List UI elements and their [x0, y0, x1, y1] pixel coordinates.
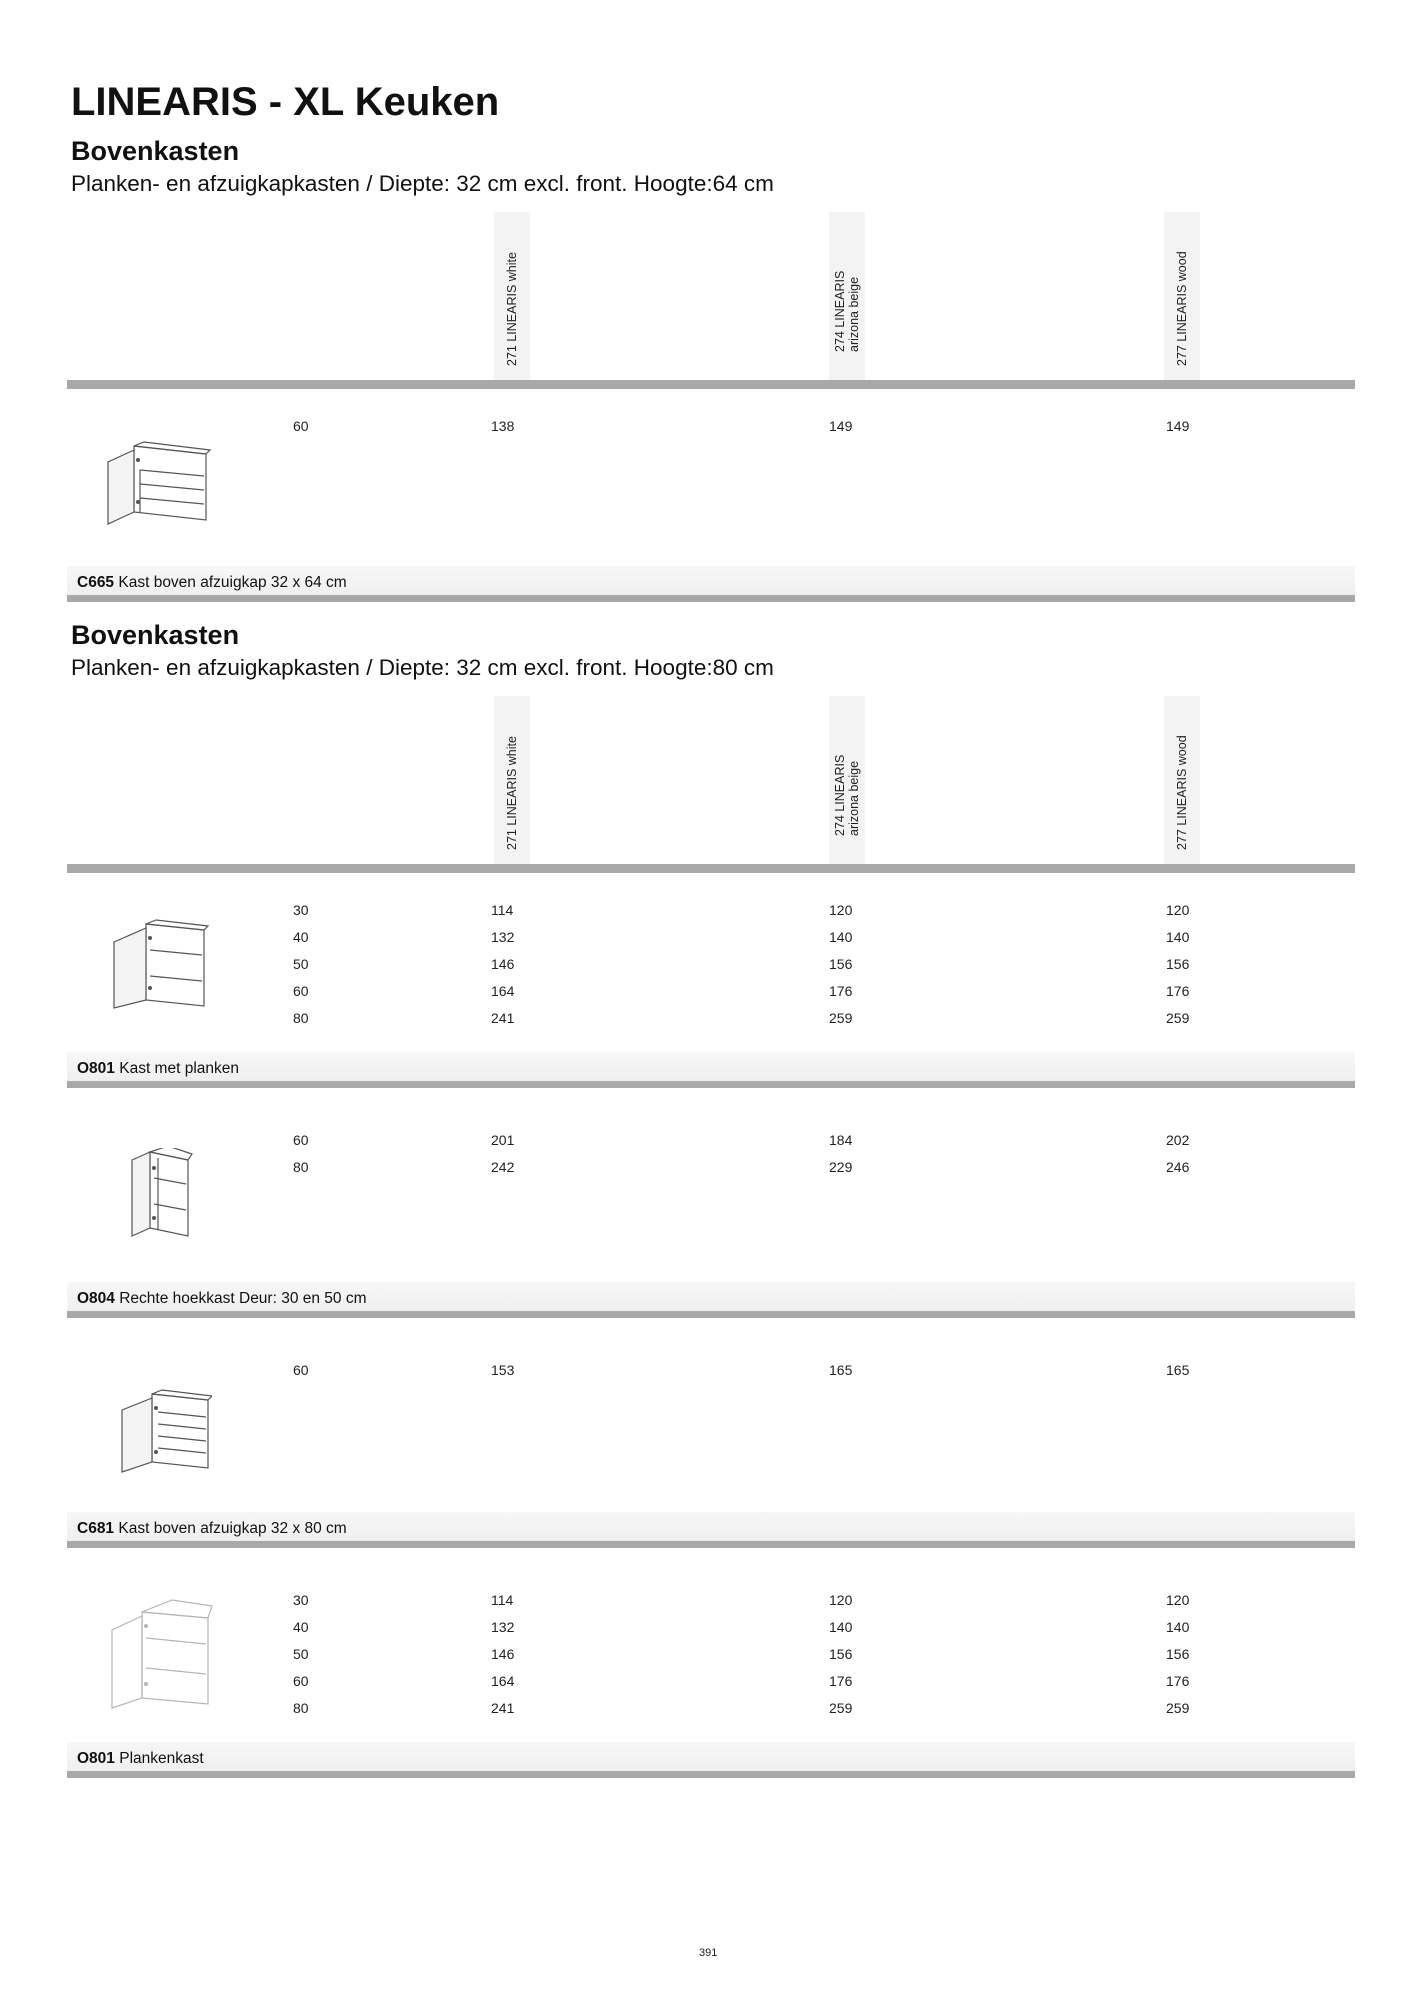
- o801b-price-277-4: 176: [1166, 1673, 1190, 1689]
- item-description: Rechte hoekkast Deur: 30 en 50 cm: [119, 1290, 367, 1307]
- o801b-size-3: 50: [293, 1646, 309, 1662]
- column-header-277: [1164, 696, 1200, 864]
- o801-price-277-5: 259: [1166, 1010, 1190, 1026]
- section2-subtitle: Planken- en afzuigkapkasten / Diepte: 32 cm excl. front. Hoogte:80 cm: [71, 655, 774, 680]
- item-label-c681: [77, 1520, 347, 1538]
- item-bar-c665: [67, 566, 1355, 602]
- o804-price-271-2: 242: [491, 1159, 515, 1175]
- o801-price-277-4: 176: [1166, 983, 1190, 999]
- column-header-271: [494, 696, 530, 864]
- o801-size-2: 40: [293, 929, 309, 945]
- item-bar-o801-plankenkast: [67, 1742, 1355, 1778]
- o801-price-277-2: 140: [1166, 929, 1190, 945]
- page-title: LINEARIS - XL Keuken: [71, 80, 500, 124]
- o801b-price-277-1: 120: [1166, 1592, 1190, 1608]
- item-bar-o801: [67, 1052, 1355, 1088]
- o801b-price-274-2: 140: [829, 1619, 853, 1635]
- column-header-271-text: 271 LINEARIS white: [505, 252, 519, 366]
- item-code: O801: [77, 1060, 115, 1077]
- o801-size-1: 30: [293, 902, 309, 918]
- item-code: C681: [77, 1520, 115, 1537]
- item-bar-c681: [67, 1512, 1355, 1548]
- column-header-274-line2: arizona beige: [847, 760, 861, 836]
- section1-header-rule: [67, 380, 1355, 389]
- column-header-274-line1: 274 LINEARIS: [833, 754, 847, 836]
- column-header-274-line1: 274 LINEARIS: [833, 270, 847, 352]
- c665-price-277-1: 149: [1166, 418, 1190, 434]
- c665-size-1: 60: [293, 418, 309, 434]
- o801-price-271-5: 241: [491, 1010, 515, 1026]
- o804-price-274-2: 229: [829, 1159, 853, 1175]
- o801b-price-277-3: 156: [1166, 1646, 1190, 1662]
- o801-price-271-3: 146: [491, 956, 515, 972]
- o801b-price-271-1: 114: [491, 1592, 514, 1608]
- o801b-price-274-5: 259: [829, 1700, 853, 1716]
- item-description: Plankenkast: [119, 1750, 204, 1767]
- item-label-o804: [77, 1290, 367, 1308]
- o804-size-2: 80: [293, 1159, 309, 1175]
- o801b-price-274-1: 120: [829, 1592, 853, 1608]
- o801b-price-277-2: 140: [1166, 1619, 1190, 1635]
- section2-title: Bovenkasten: [71, 620, 240, 650]
- c665-price-274-1: 149: [829, 418, 853, 434]
- o801-price-277-3: 156: [1166, 956, 1190, 972]
- o801-price-274-4: 176: [829, 983, 853, 999]
- column-header-274-text: [833, 755, 861, 836]
- o801b-price-271-5: 241: [491, 1700, 515, 1716]
- item-code: O804: [77, 1290, 115, 1307]
- o801b-price-274-4: 176: [829, 1673, 853, 1689]
- cabinet-shelves-icon: [110, 918, 210, 1010]
- o801b-price-271-4: 164: [491, 1673, 515, 1689]
- o801-size-5: 80: [293, 1010, 309, 1026]
- o801-price-271-2: 132: [491, 929, 515, 945]
- o801-price-274-1: 120: [829, 902, 853, 918]
- o801b-size-4: 60: [293, 1673, 309, 1689]
- o801b-price-274-3: 156: [829, 1646, 853, 1662]
- page-number: 391: [699, 1947, 718, 1959]
- o801-price-271-1: 114: [491, 902, 514, 918]
- item-code: C665: [77, 574, 115, 591]
- column-header-277-text: 277 LINEARIS wood: [1175, 251, 1189, 366]
- column-header-277: [1164, 212, 1200, 380]
- c681-price-271-1: 153: [491, 1362, 515, 1378]
- o801b-size-1: 30: [293, 1592, 309, 1608]
- c665-price-271-1: 138: [491, 418, 515, 434]
- o804-price-271-1: 201: [491, 1132, 515, 1148]
- corner-cabinet-icon: [128, 1148, 194, 1240]
- column-header-274-line2: arizona beige: [847, 276, 861, 352]
- column-header-274: [829, 212, 865, 380]
- o801-price-274-3: 156: [829, 956, 853, 972]
- o801-price-274-5: 259: [829, 1010, 853, 1026]
- item-label-o801: [77, 1060, 239, 1078]
- item-description: Kast boven afzuigkap 32 x 80 cm: [118, 1520, 347, 1537]
- cabinet-hood-icon: [104, 440, 212, 526]
- o801-size-4: 60: [293, 983, 309, 999]
- section2-header-rule: [67, 864, 1355, 873]
- column-header-277-text: 277 LINEARIS wood: [1175, 735, 1189, 850]
- o804-price-274-1: 184: [829, 1132, 853, 1148]
- column-header-274: [829, 696, 865, 864]
- cabinet-hood-icon: [118, 1388, 212, 1474]
- cabinet-shelves-light-icon: [108, 1598, 214, 1710]
- o801b-price-277-5: 259: [1166, 1700, 1190, 1716]
- item-label-c665: [77, 574, 347, 592]
- item-description: Kast boven afzuigkap 32 x 64 cm: [118, 574, 347, 591]
- section1-title: Bovenkasten: [71, 136, 240, 166]
- o801-size-3: 50: [293, 956, 309, 972]
- o801b-price-271-3: 146: [491, 1646, 515, 1662]
- o801-price-277-1: 120: [1166, 902, 1190, 918]
- section1-subtitle: Planken- en afzuigkapkasten / Diepte: 32 cm excl. front. Hoogte:64 cm: [71, 171, 774, 196]
- o801b-size-2: 40: [293, 1619, 309, 1635]
- o804-price-277-2: 246: [1166, 1159, 1190, 1175]
- column-header-271: [494, 212, 530, 380]
- o801-price-274-2: 140: [829, 929, 853, 945]
- c681-price-277-1: 165: [1166, 1362, 1190, 1378]
- item-description: Kast met planken: [119, 1060, 239, 1077]
- o801b-price-271-2: 132: [491, 1619, 515, 1635]
- item-bar-o804: [67, 1282, 1355, 1318]
- c681-size-1: 60: [293, 1362, 309, 1378]
- column-header-274-text: [833, 271, 861, 352]
- o801b-size-5: 80: [293, 1700, 309, 1716]
- column-header-271-text: 271 LINEARIS white: [505, 736, 519, 850]
- item-label-o801-plankenkast: [77, 1750, 204, 1768]
- o801-price-271-4: 164: [491, 983, 515, 999]
- c681-price-274-1: 165: [829, 1362, 853, 1378]
- o804-price-277-1: 202: [1166, 1132, 1190, 1148]
- item-code: O801: [77, 1750, 115, 1767]
- o804-size-1: 60: [293, 1132, 309, 1148]
